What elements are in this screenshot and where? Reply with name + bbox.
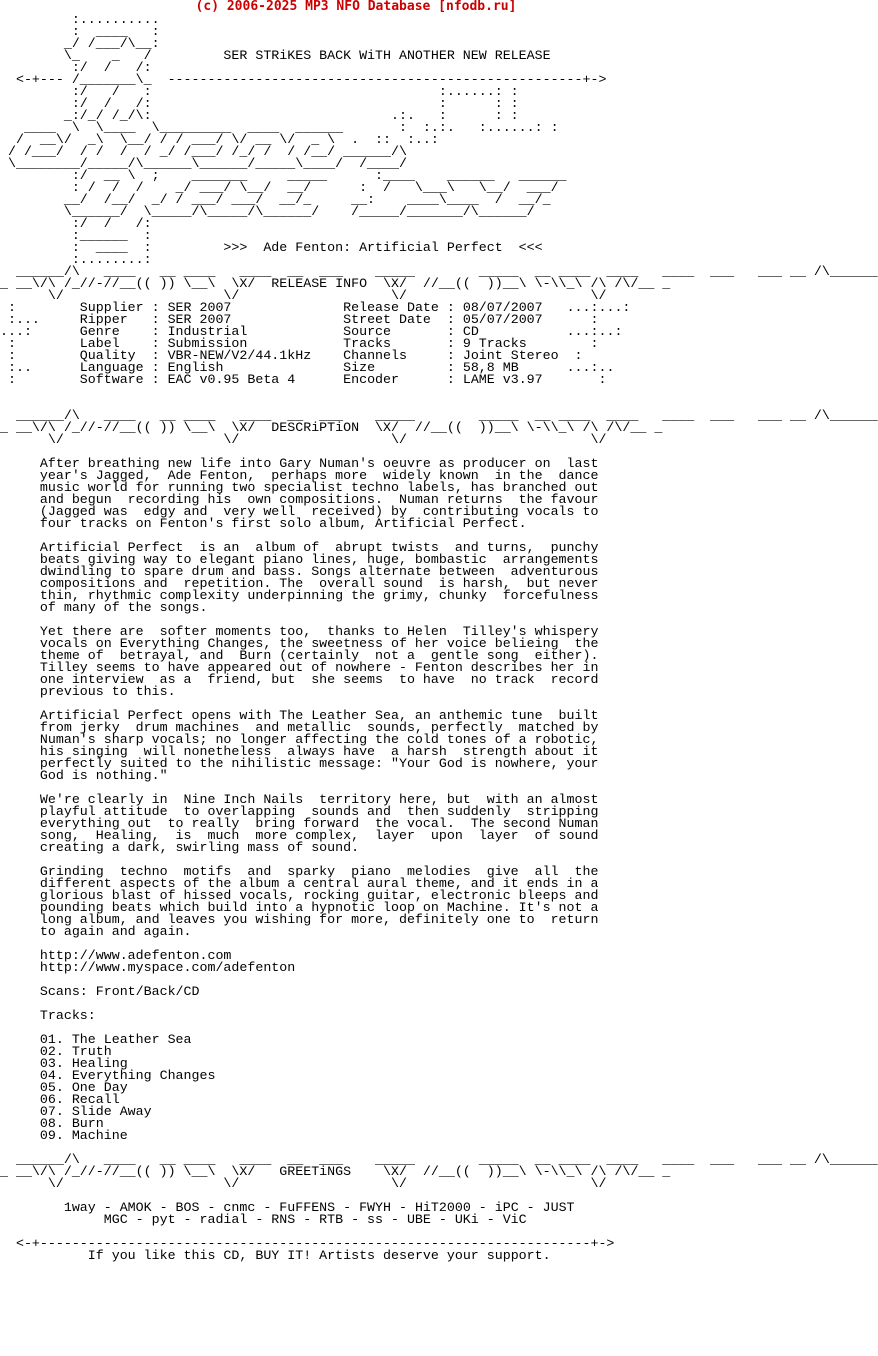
info-frame: : (590, 336, 599, 351)
greetings-line: 1way - AMOK - BOS - cnmc - FuFFENS - FWYH - HiT2000 - iPC - JUST (63, 1200, 575, 1215)
track-item: 04. Everything Changes (39, 1068, 216, 1083)
track-item: 03. Healing (39, 1056, 128, 1071)
description-paragraph: Yet there are softer moments too, thanks to Helen Tilley's whispery vocals on Everything Changes, the sweetness of her voice belieing the theme of betrayal, and Burn (certainly not a gentle song either). Tilley seems to have appeared out of nowhere - Fenton describes her in one interview as a friend, but she seems to have no track record previous to this. (39, 624, 599, 699)
info-key: Street Date : (343, 312, 463, 327)
info-value: SER 2007 (167, 300, 344, 315)
track-item: 02. Truth (39, 1044, 112, 1059)
info-key: Software : (79, 372, 168, 387)
info-key: Label : (79, 336, 168, 351)
track-item: 01. The Leather Sea (39, 1032, 192, 1047)
info-frame: ...:.. (566, 360, 615, 375)
info-key: Source : (343, 324, 463, 339)
intro-ascii-art: :.......... : ____ : _/ /___/\__: \_ _ / SER STRiKES BACK WiTH ANOTHER NEW RELEASE :/ / /: <-+--- /_______\_ ----------------------------------------------------+-> :/ / : :......: : :/ / /: : : : _:/_/ /_/\: .:. : : : ____ \ \____ \_________ ____ ______ : :.:. :......: : / __\/ _\ \__/ / / ___/ \/ __ \/ _ \ . :: :..: / /___/ / / / / _/ /___/ /_/ / / /__/ ______/\ \________/_____/\______\______/_____\____/ /____/ :/ __ \ ; _______ _____ :____ ______ ______ : / / / _/ ___/ \__/ __/ : / \___\ \__/ ___/ __/ /__/ _/ / ___/ ___/ __/_ __: ____\____ / __/_ \______/ \_____/\_____/\______/ /_____/_______/\______/ :/ / /: :______ : : ____ : >>> Ade Fenton: Artificial Perfect <<< :........: (7, 12, 607, 267)
info-value: Industrial (167, 324, 344, 339)
release-info-banner: ______/\ ____ __ ____ ____ __ ___ _____ _____ __ ____ ____ ____ ___ ___ __ /\______ _ __\/\ /_//-//__(( )) \__\ \X/ RELEASE INFO \X/ //__(( ))__\ \-\\_\ /\ /\/__ _ \/ \/ \/ \/ (0, 264, 878, 303)
info-value: Joint Stereo (462, 348, 567, 363)
info-key: Size : (343, 360, 463, 375)
info-frame: : (598, 372, 607, 387)
info-value: 9 Tracks (462, 336, 567, 351)
link-myspace[interactable]: http://www.myspace.com/adefenton (39, 960, 296, 975)
info-frame: : (590, 312, 599, 327)
info-frame: ...:..: (566, 324, 623, 339)
tracks-label: Tracks: (39, 1008, 96, 1023)
info-value: SER 2007 (167, 312, 344, 327)
description-paragraph: Artificial Perfect is an album of abrupt twists and turns, punchy beats giving way to elegant piano lines, huge, bombastic arrangements dwindling to spare drum and bass. Songs alternate between adventurous compositions and repetition. The overall sound is harsh, but never thin, rhythmic complexity underpinning the grimy, chunky forcefulness of many of the songs. (39, 540, 599, 615)
info-value: Submission (167, 336, 344, 351)
track-item: 08. Burn (39, 1116, 104, 1131)
release-info-table (0, 300, 630, 387)
info-frame: : (0, 300, 80, 315)
info-frame: : (0, 336, 80, 351)
link-adefenton[interactable]: http://www.adefenton.com (39, 948, 232, 963)
nfo-document (0, 14, 878, 1262)
track-item: 09. Machine (39, 1128, 128, 1143)
info-frame: : (0, 348, 80, 363)
scans-line: Scans: Front/Back/CD (39, 984, 200, 999)
info-key: Release Date : (343, 300, 463, 315)
info-value: CD (462, 324, 567, 339)
track-item: 05. One Day (39, 1080, 128, 1095)
info-value: English (167, 360, 344, 375)
description-paragraph: After breathing new life into Gary Numan's oeuvre as producer on last year's Jagged, Ade Fenton, perhaps more widely known in the dance music world for running two specialist techno labels, has branched out and begun recording his own compositions. Numan returns the favour (Jagged was edgy and very well received) by contributing vocals to four tracks on Fenton's first solo album, Artificial Perfect. (39, 456, 599, 531)
info-frame: ...:...: (566, 300, 631, 315)
info-value: EAC v0.95 Beta 4 (167, 372, 344, 387)
info-frame: ...: (0, 324, 80, 339)
info-frame: :... (0, 312, 80, 327)
info-key: Genre : (79, 324, 168, 339)
description-paragraph: Grinding techno motifs and sparky piano melodies give all the different aspects of the album a central aural theme, and it ends in a glorious blast of hissed vocals, rocking guitar, electronic bleeps and pounding beats which build into a hypnotic loop on Machine. It's not a long album, and leaves you wishing for more, definitely one to return to again and again. (39, 864, 599, 939)
footer-text: If you like this CD, BUY IT! Artists deserve your support. (87, 1248, 551, 1263)
greetings-line: MGC - pyt - radial - RNS - RTB - ss - UBE - UKi - ViC (103, 1212, 527, 1227)
info-frame: : (0, 372, 80, 387)
info-value: LAME v3.97 (462, 372, 567, 387)
info-value: VBR-NEW/V2/44.1kHz (167, 348, 344, 363)
info-frame: :.. (0, 360, 80, 375)
track-item: 06. Recall (39, 1092, 120, 1107)
info-key: Encoder : (343, 372, 463, 387)
info-value: 08/07/2007 (462, 300, 567, 315)
description-banner: ______/\ ____ __ ____ ____ __ ___ _____ _____ __ ____ ____ ____ ___ ___ __ /\______ _ __\/\ /_//-//__(( )) \__\ \X/ DESCRiPTiON \X/ //__(( ))__\ \-\\_\ /\ /\/__ _ \/ \/ \/ \/ (0, 408, 878, 447)
info-key: Quality : (79, 348, 168, 363)
info-key: Supplier : (79, 300, 168, 315)
info-key: Language : (79, 360, 168, 375)
info-value: 58,8 MB (462, 360, 567, 375)
info-key: Tracks : (343, 336, 463, 351)
info-value: 05/07/2007 (462, 312, 567, 327)
description-paragraph: Artificial Perfect opens with The Leather Sea, an anthemic tune built from jerky drum machines and metallic sounds, perfectly matched by Numan's sharp vocals; no longer affecting the cold tones of a robotic, his singing will nonetheless always have a harsh strength about it perfectly suited to the nihilistic message: "Your God is nowhere, your God is nothing." (39, 708, 599, 783)
track-item: 07. Slide Away (39, 1104, 152, 1119)
site-header-link[interactable]: (c) 2006-2025 MP3 NFO Database [nfodb.ru] (195, 0, 517, 14)
info-key: Ripper : (79, 312, 168, 327)
footer-rule: <-+---------------------------------------------------------------------+-> (0, 1236, 615, 1251)
info-frame: : (574, 348, 583, 363)
description-paragraph: We're clearly in Nine Inch Nails territory here, but with an almost playful attitude to overlapping sounds and then suddenly stripping everything out to really bring forward the vocal. The second Numan song, Healing, is much more complex, layer upon layer of sound creating a dark, swirling mass of sound. (39, 792, 599, 855)
info-key: Channels : (343, 348, 463, 363)
greetings-banner: ______/\ ____ __ ____ ____ __ ___ _____ _____ __ ____ ____ ____ ___ ___ __ /\______ _ __\/\ /_//-//__(( )) \__\ \X/ GREETiNGS \X/ //__(( ))__\ \-\\_\ /\ /\/__ _ \/ \/ \/ \/ (0, 1152, 878, 1191)
